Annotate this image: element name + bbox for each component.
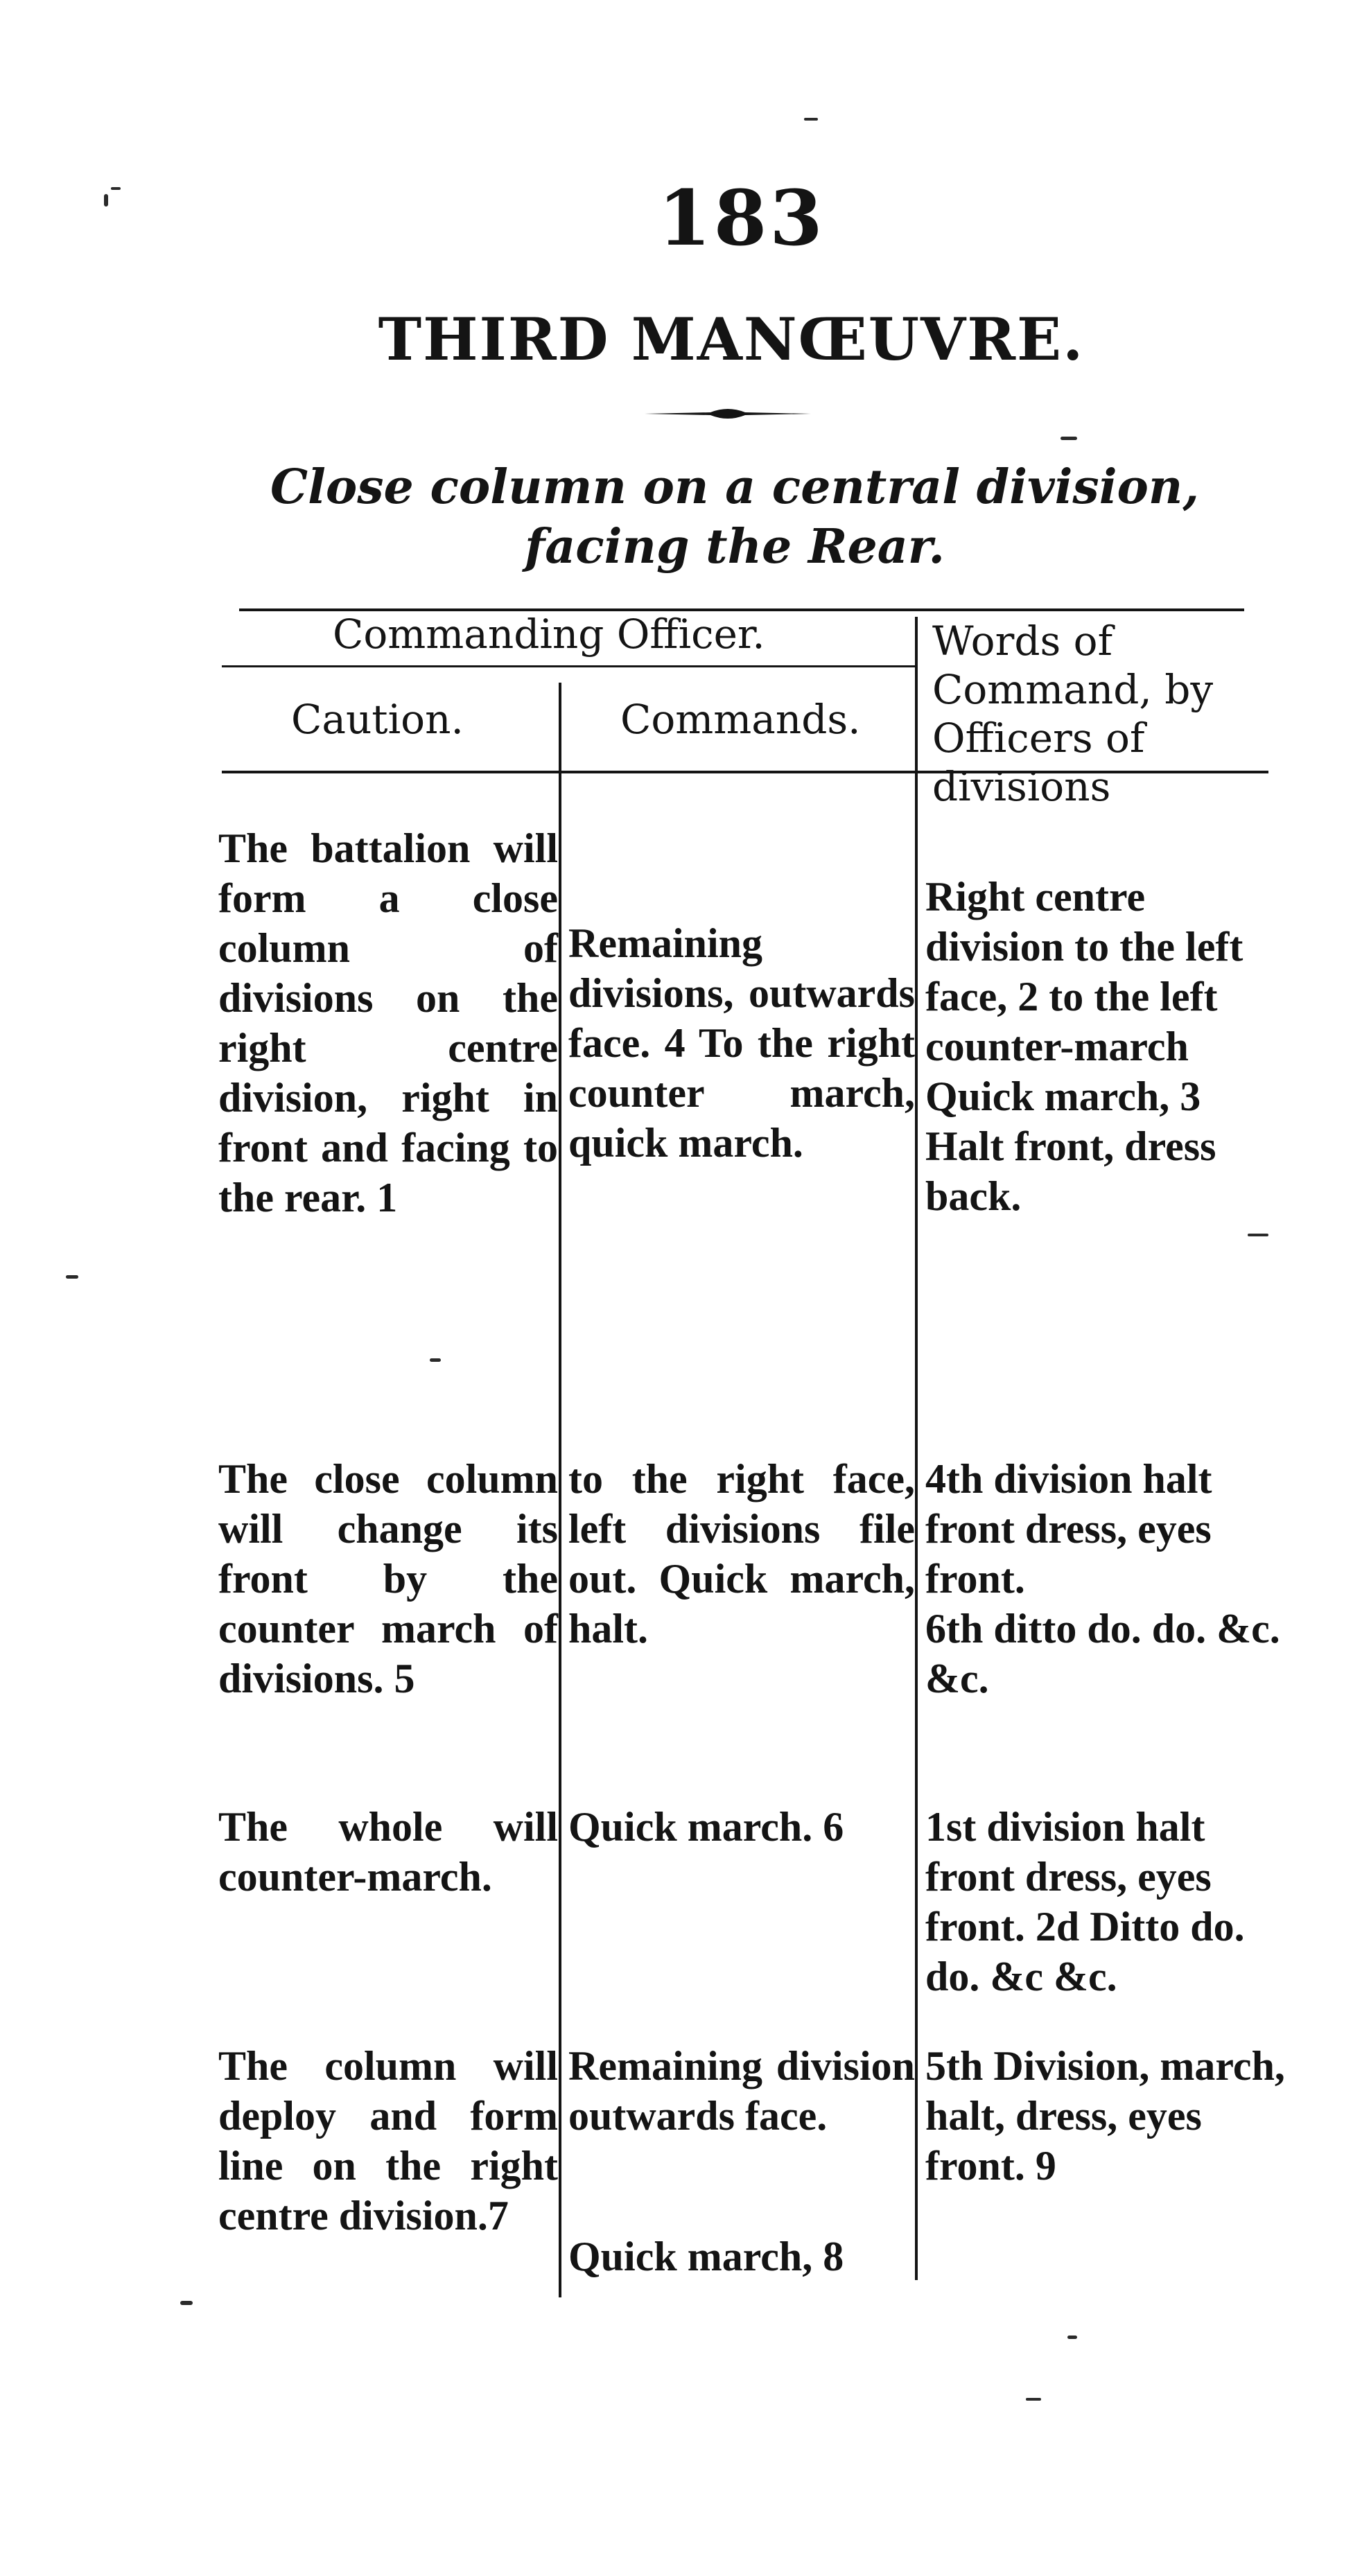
scan-speck [430, 1358, 441, 1362]
header-commanding-officer: Commanding Officer. [333, 611, 765, 658]
commanding-officer-underline [222, 665, 915, 667]
scan-speck [1248, 1234, 1268, 1236]
page-subtitle: Close column on a central division, facing the Rear. [270, 459, 1200, 575]
scan-speck [104, 194, 108, 207]
header-commands: Commands. [620, 696, 861, 743]
column-divider-left [559, 683, 561, 2297]
row-1-caution: The battalion will form a close column of divisions on the right centre division, right in front and facing to the rear. 1 [218, 825, 558, 1220]
scan-speck [66, 1275, 78, 1279]
chapter-title: THIRD MANŒUVRE. [378, 305, 1085, 374]
row-1-words: Right centre division to the left face, 2 to the left counter-march Quick march, 3 Halt front, dress back. [925, 874, 1243, 1219]
header-caution: Caution. [291, 696, 464, 743]
row-2-caution: The close column will change its front by the counter march of divisions. 5 [218, 1456, 558, 1701]
scan-speck [111, 187, 121, 190]
page-number: 183 [658, 173, 826, 263]
row-2-commands: to the right face, left divisions file out. Quick march, halt. [568, 1456, 915, 1651]
row-4-caution: The column will deploy and form line on the right centre division.7 [218, 2043, 558, 2238]
row-3-commands: Quick march. 6 [568, 1804, 844, 1850]
row-4-words: 5th Division, march, halt, dress, eyes front. 9 [925, 2043, 1285, 2189]
header-words-of-command: Words of Command, by Officers of divisions [932, 617, 1214, 810]
column-divider-right [915, 617, 918, 2280]
scan-speck [1060, 437, 1077, 440]
row-4-commands: Remaining division outwards face. [568, 2043, 915, 2139]
row-2-words: 4th division halt front dress, eyes front. 6th ditto do. do. &c. &c. [925, 1456, 1280, 1701]
row-1-commands: Remaining divisions, outwards face. 4 To the right counter march, quick march. [568, 920, 915, 1166]
scan-speck [1026, 2398, 1041, 2401]
scan-speck [180, 2301, 193, 2305]
ornament-divider [645, 405, 811, 422]
row-3-caution: The whole will counter-march. [218, 1804, 558, 1900]
scan-speck [1067, 2336, 1077, 2339]
row-4-commands-quick-march: Quick march, 8 [568, 2234, 844, 2279]
scan-speck [804, 118, 818, 121]
row-3-words: 1st division halt front dress, eyes front. 2d Ditto do. do. &c &c. [925, 1804, 1245, 1999]
